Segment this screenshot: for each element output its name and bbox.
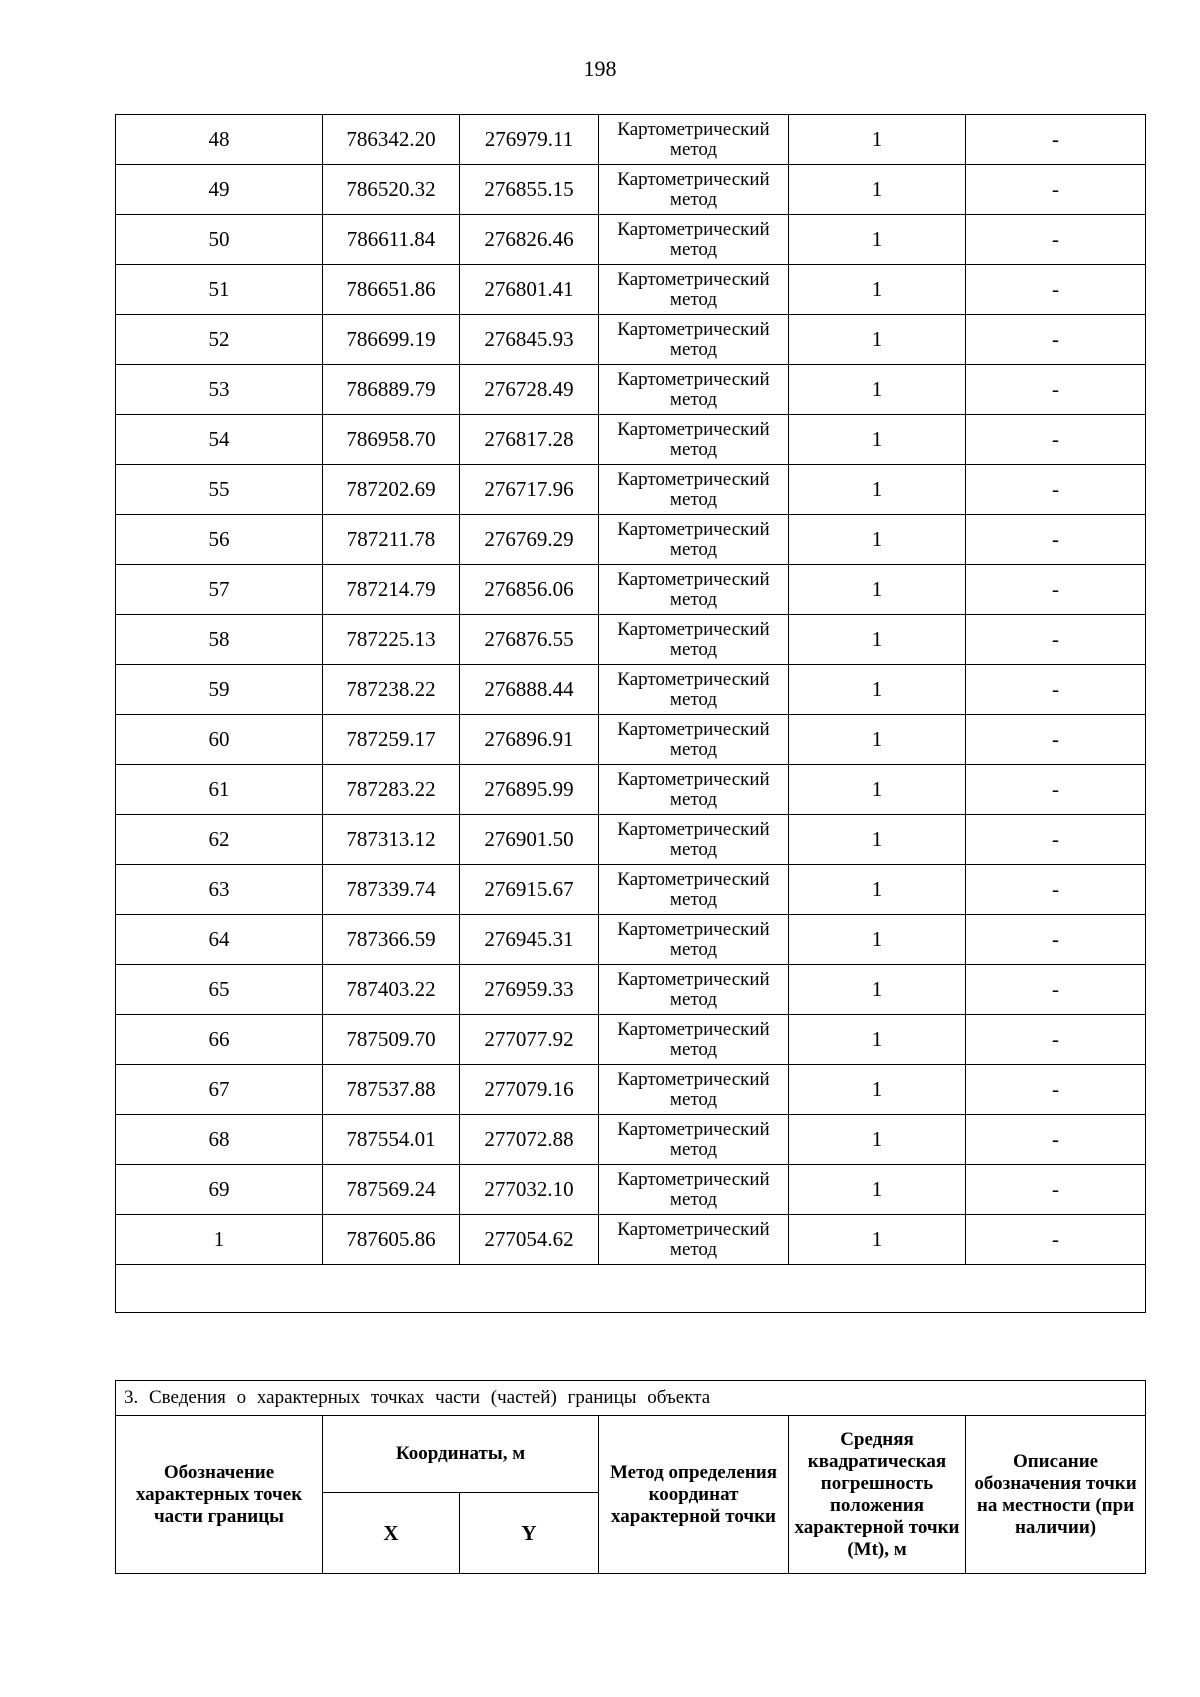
- x-cell: 787313.12: [323, 815, 460, 865]
- x-cell: 787366.59: [323, 915, 460, 965]
- mt-cell: 1: [789, 1165, 966, 1215]
- y-cell: 276888.44: [460, 665, 599, 715]
- mt-cell: 1: [789, 1015, 966, 1065]
- section3-title: 3. Сведения о характерных точках части (частей) границы объекта: [116, 1381, 1146, 1416]
- point-cell: 48: [116, 115, 323, 165]
- mt-cell: 1: [789, 1115, 966, 1165]
- y-cell: 276801.41: [460, 265, 599, 315]
- method-cell: Картометрический метод: [599, 215, 789, 265]
- description-cell: -: [966, 115, 1146, 165]
- y-cell: 277079.16: [460, 1065, 599, 1115]
- table-row: [116, 465, 1146, 515]
- point-cell: 61: [116, 765, 323, 815]
- y-cell: 276717.96: [460, 465, 599, 515]
- description-cell: -: [966, 765, 1146, 815]
- description-cell: -: [966, 715, 1146, 765]
- x-cell: 787537.88: [323, 1065, 460, 1115]
- table-row: [116, 1215, 1146, 1265]
- mt-cell: 1: [789, 965, 966, 1015]
- mt-cell: 1: [789, 565, 966, 615]
- point-cell: 49: [116, 165, 323, 215]
- mt-cell: 1: [789, 215, 966, 265]
- y-cell: 276826.46: [460, 215, 599, 265]
- y-cell: 276915.67: [460, 865, 599, 915]
- mt-cell: 1: [789, 365, 966, 415]
- x-cell: 787403.22: [323, 965, 460, 1015]
- point-cell: 60: [116, 715, 323, 765]
- y-cell: 277077.92: [460, 1015, 599, 1065]
- point-cell: 55: [116, 465, 323, 515]
- x-cell: 786651.86: [323, 265, 460, 315]
- point-cell: 59: [116, 665, 323, 715]
- table-row: [116, 315, 1146, 365]
- mt-cell: 1: [789, 465, 966, 515]
- header-description: Описание обозначения точки на местности (при наличии): [966, 1416, 1146, 1574]
- method-cell: Картометрический метод: [599, 715, 789, 765]
- point-cell: 57: [116, 565, 323, 615]
- method-cell: Картометрический метод: [599, 465, 789, 515]
- description-cell: -: [966, 965, 1146, 1015]
- method-cell: Картометрический метод: [599, 165, 789, 215]
- point-cell: 58: [116, 615, 323, 665]
- x-cell: 787259.17: [323, 715, 460, 765]
- x-cell: 786889.79: [323, 365, 460, 415]
- table-row: [116, 265, 1146, 315]
- point-cell: 56: [116, 515, 323, 565]
- y-cell: 276979.11: [460, 115, 599, 165]
- y-cell: 276876.55: [460, 615, 599, 665]
- y-cell: 276845.93: [460, 315, 599, 365]
- description-cell: -: [966, 1065, 1146, 1115]
- mt-cell: 1: [789, 1215, 966, 1265]
- method-cell: Картометрический метод: [599, 815, 789, 865]
- x-cell: 787509.70: [323, 1015, 460, 1065]
- description-cell: -: [966, 565, 1146, 615]
- method-cell: Картометрический метод: [599, 315, 789, 365]
- header-method: Метод определения координат характерной точки: [599, 1416, 789, 1574]
- header-y: Y: [460, 1493, 599, 1574]
- empty-row: [116, 1265, 1146, 1313]
- mt-cell: 1: [789, 115, 966, 165]
- y-cell: 276855.15: [460, 165, 599, 215]
- description-cell: -: [966, 415, 1146, 465]
- x-cell: 787202.69: [323, 465, 460, 515]
- table-row: [116, 565, 1146, 615]
- x-cell: 787339.74: [323, 865, 460, 915]
- point-cell: 54: [116, 415, 323, 465]
- table-row: [116, 915, 1146, 965]
- mt-cell: 1: [789, 715, 966, 765]
- table-row: [116, 115, 1146, 165]
- section3-table: [115, 1380, 1146, 1574]
- x-cell: 786699.19: [323, 315, 460, 365]
- point-cell: 64: [116, 915, 323, 965]
- x-cell: 787214.79: [323, 565, 460, 615]
- point-cell: 52: [116, 315, 323, 365]
- table-row: [116, 965, 1146, 1015]
- table-row: [116, 515, 1146, 565]
- table-row: [116, 665, 1146, 715]
- mt-cell: 1: [789, 1065, 966, 1115]
- description-cell: -: [966, 1165, 1146, 1215]
- method-cell: Картометрический метод: [599, 1115, 789, 1165]
- header-x: X: [323, 1493, 460, 1574]
- method-cell: Картометрический метод: [599, 565, 789, 615]
- table-row: [116, 815, 1146, 865]
- point-cell: 65: [116, 965, 323, 1015]
- y-cell: 276901.50: [460, 815, 599, 865]
- description-cell: -: [966, 465, 1146, 515]
- table-row: [116, 865, 1146, 915]
- table-row: [116, 715, 1146, 765]
- point-cell: 62: [116, 815, 323, 865]
- description-cell: -: [966, 165, 1146, 215]
- description-cell: -: [966, 615, 1146, 665]
- mt-cell: 1: [789, 315, 966, 365]
- method-cell: Картометрический метод: [599, 965, 789, 1015]
- description-cell: -: [966, 865, 1146, 915]
- mt-cell: 1: [789, 265, 966, 315]
- x-cell: 786342.20: [323, 115, 460, 165]
- point-cell: 66: [116, 1015, 323, 1065]
- description-cell: -: [966, 1215, 1146, 1265]
- y-cell: 276895.99: [460, 765, 599, 815]
- y-cell: 276959.33: [460, 965, 599, 1015]
- method-cell: Картометрический метод: [599, 265, 789, 315]
- x-cell: 786958.70: [323, 415, 460, 465]
- mt-cell: 1: [789, 865, 966, 915]
- description-cell: -: [966, 1115, 1146, 1165]
- header-mt: Средняя квадратическая погрешность положения характерной точки (Mt), м: [789, 1416, 966, 1574]
- description-cell: -: [966, 1015, 1146, 1065]
- mt-cell: 1: [789, 615, 966, 665]
- description-cell: -: [966, 265, 1146, 315]
- x-cell: 787225.13: [323, 615, 460, 665]
- y-cell: 276769.29: [460, 515, 599, 565]
- description-cell: -: [966, 815, 1146, 865]
- method-cell: Картометрический метод: [599, 615, 789, 665]
- y-cell: 276817.28: [460, 415, 599, 465]
- x-cell: 787283.22: [323, 765, 460, 815]
- table-row: [116, 1115, 1146, 1165]
- table-row: [116, 1065, 1146, 1115]
- point-cell: 50: [116, 215, 323, 265]
- y-cell: 276856.06: [460, 565, 599, 615]
- y-cell: 276896.91: [460, 715, 599, 765]
- page-number: 198: [583, 56, 617, 81]
- description-cell: -: [966, 515, 1146, 565]
- point-cell: 69: [116, 1165, 323, 1215]
- method-cell: Картометрический метод: [599, 515, 789, 565]
- table-row: [116, 1165, 1146, 1215]
- x-cell: 786520.32: [323, 165, 460, 215]
- table-row: [116, 165, 1146, 215]
- mt-cell: 1: [789, 665, 966, 715]
- y-cell: 277072.88: [460, 1115, 599, 1165]
- table-row: [116, 415, 1146, 465]
- mt-cell: 1: [789, 415, 966, 465]
- y-cell: 276945.31: [460, 915, 599, 965]
- description-cell: -: [966, 915, 1146, 965]
- table-row: [116, 1015, 1146, 1065]
- point-cell: 67: [116, 1065, 323, 1115]
- x-cell: 787238.22: [323, 665, 460, 715]
- x-cell: 787211.78: [323, 515, 460, 565]
- point-cell: 1: [116, 1215, 323, 1265]
- y-cell: 277054.62: [460, 1215, 599, 1265]
- description-cell: -: [966, 365, 1146, 415]
- y-cell: 276728.49: [460, 365, 599, 415]
- table-row: [116, 765, 1146, 815]
- point-cell: 68: [116, 1115, 323, 1165]
- method-cell: Картометрический метод: [599, 915, 789, 965]
- table-row: [116, 365, 1146, 415]
- mt-cell: 1: [789, 765, 966, 815]
- header-point-designation: Обозначение характерных точек части границы: [116, 1416, 323, 1574]
- description-cell: -: [966, 315, 1146, 365]
- x-cell: 787554.01: [323, 1115, 460, 1165]
- x-cell: 787605.86: [323, 1215, 460, 1265]
- method-cell: Картометрический метод: [599, 365, 789, 415]
- mt-cell: 1: [789, 815, 966, 865]
- method-cell: Картометрический метод: [599, 1165, 789, 1215]
- method-cell: Картометрический метод: [599, 1215, 789, 1265]
- coordinates-table: [115, 114, 1146, 1313]
- method-cell: Картометрический метод: [599, 1015, 789, 1065]
- point-cell: 63: [116, 865, 323, 915]
- y-cell: 277032.10: [460, 1165, 599, 1215]
- coordinates-table-body: [116, 115, 1146, 1313]
- empty-cell: [116, 1265, 1146, 1313]
- mt-cell: 1: [789, 165, 966, 215]
- method-cell: Картометрический метод: [599, 665, 789, 715]
- section3-title-row: [116, 1381, 1146, 1416]
- table-row: [116, 615, 1146, 665]
- point-cell: 51: [116, 265, 323, 315]
- header-coordinates: Координаты, м: [323, 1416, 599, 1493]
- description-cell: -: [966, 665, 1146, 715]
- section3-header-row-1: [116, 1416, 1146, 1493]
- method-cell: Картометрический метод: [599, 865, 789, 915]
- mt-cell: 1: [789, 515, 966, 565]
- method-cell: Картометрический метод: [599, 415, 789, 465]
- description-cell: -: [966, 215, 1146, 265]
- mt-cell: 1: [789, 915, 966, 965]
- method-cell: Картометрический метод: [599, 115, 789, 165]
- point-cell: 53: [116, 365, 323, 415]
- x-cell: 786611.84: [323, 215, 460, 265]
- method-cell: Картометрический метод: [599, 765, 789, 815]
- table-row: [116, 215, 1146, 265]
- x-cell: 787569.24: [323, 1165, 460, 1215]
- method-cell: Картометрический метод: [599, 1065, 789, 1115]
